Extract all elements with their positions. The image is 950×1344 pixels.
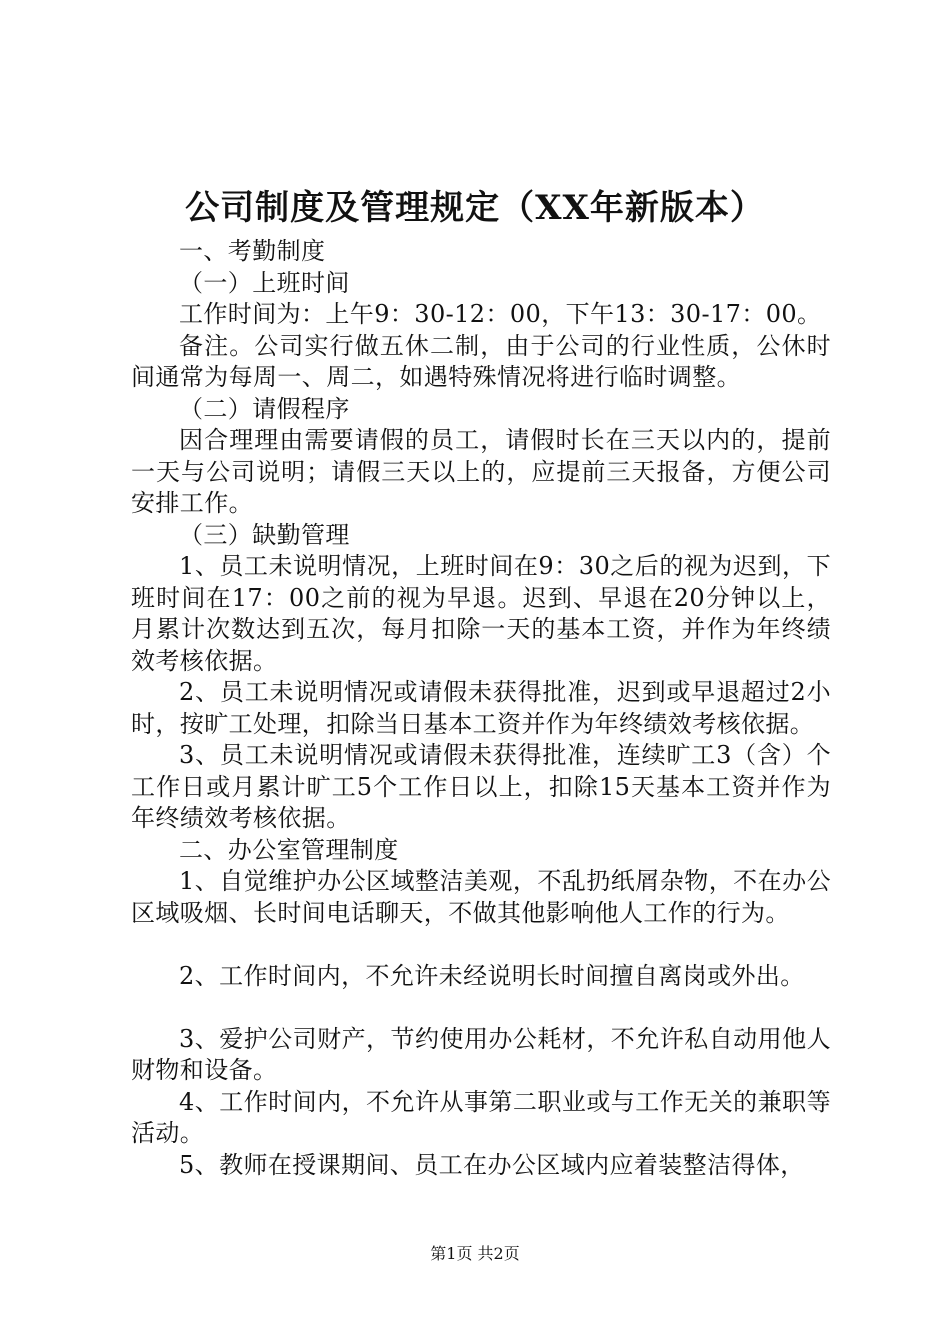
document-body <box>131 236 831 1181</box>
subsection-heading-work-hours: （一）上班时间 <box>179 268 350 297</box>
paragraph-office-rule-3: 3、爱护公司财产，节约使用办公耗材，不允许私自动用他人财物和设备。 <box>131 1024 831 1084</box>
subsection-heading-absence: （三）缺勤管理 <box>179 520 350 549</box>
paragraph-note-rest-days: 备注。公司实行做五休二制，由于公司的行业性质，公休时间通常为每周一、周二，如遇特殊情况将进行临时调整。 <box>131 331 831 391</box>
paragraph-office-rule-1: 1、自觉维护办公区域整洁美观，不乱扔纸屑杂物，不在办公区域吸烟、长时间电话聊天，不做其他影响他人工作的行为。 <box>131 867 831 927</box>
paragraph-leave-procedure: 因合理理由需要请假的员工，请假时长在三天以内的，提前一天与公司说明；请假三天以上的，应提前三天报备，方便公司安排工作。 <box>131 426 831 517</box>
paragraph-absence-rule-2: 2、员工未说明情况或请假未获得批准，迟到或早退超过2小时，按旷工处理，扣除当日基本工资并作为年终绩效考核依据。 <box>131 678 831 738</box>
paragraph-office-rule-5: 5、教师在授课期间、员工在办公区域内应着装整洁得体， <box>179 1150 805 1179</box>
document-title: 公司制度及管理规定（XX年新版本） <box>185 188 765 228</box>
paragraph-work-hours: 工作时间为：上午9：30-12：00，下午13：30-17：00。 <box>179 300 822 328</box>
section-heading-office: 二、办公室管理制度 <box>179 835 399 864</box>
section-heading-attendance: 一、考勤制度 <box>179 237 326 265</box>
subsection-heading-leave: （二）请假程序 <box>179 394 350 423</box>
page-number-footer: 第1页 共2页 <box>430 1244 520 1263</box>
paragraph-absence-rule-3: 3、员工未说明情况或请假未获得批准，连续旷工3（含）个工作日或月累计旷工5个工作日以上，扣除15天基本工资并作为年终绩效考核依据。 <box>131 741 831 832</box>
paragraph-office-rule-2: 2、工作时间内，不允许未经说明长时间擅自离岗或外出。 <box>179 961 805 990</box>
paragraph-absence-rule-1: 1、员工未说明情况，上班时间在9：30之后的视为迟到，下班时间在17：00之前的视为早退。迟到、早退在20分钟以上，月累计次数达到五次，每月扣除一天的基本工资，并作为年终绩效考核依据。 <box>131 552 831 675</box>
paragraph-office-rule-4: 4、工作时间内，不允许从事第二职业或与工作无关的兼职等活动。 <box>131 1087 831 1147</box>
